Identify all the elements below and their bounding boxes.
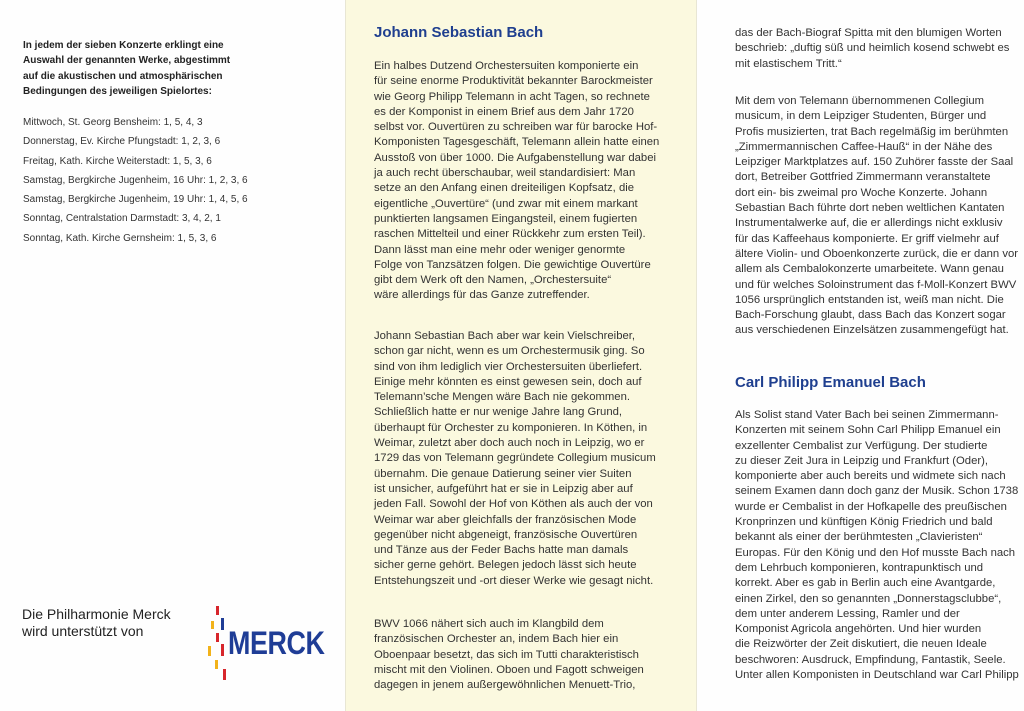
text-line: Folge von Tanzsätzen folgen. Die gewichtige Ouvertüre	[374, 258, 651, 271]
text-line: beschrieb: „duftig süß und heimlich kosend schwebt es	[735, 42, 1010, 55]
text-line: ist unsicher, aufgeführt hat er sie in Leipzig aber auf	[374, 482, 633, 495]
schedule-item: Samstag, Bergkirche Jugenheim, 16 Uhr: 1, 2, 3, 6	[23, 174, 248, 186]
paragraph	[735, 94, 1018, 339]
text-line: Johann Sebastian Bach aber war kein Vielschreiber,	[374, 330, 636, 342]
text-line: ja auch recht überschaubar, weil standardisiert: Man	[374, 167, 636, 180]
text-line: schon gar nicht, wenn es um Orchestermusik ging. So	[374, 345, 645, 358]
logo-bar	[223, 669, 226, 680]
paragraph	[735, 408, 1019, 683]
text-line: BWV 1066 nähert sich auch im Klangbild dem	[374, 618, 604, 630]
paragraph	[374, 59, 659, 304]
text-line: sind von ihm lediglich vier Orchestersuiten überliefert.	[374, 360, 643, 373]
left-panel	[0, 0, 345, 711]
paragraph	[374, 617, 644, 693]
paragraph	[374, 329, 656, 589]
logo-bar	[216, 606, 219, 615]
logo-bar	[216, 633, 219, 642]
text-line: wurde er Cembalist in der Hofkapelle des preußischen	[735, 500, 1007, 513]
text-line: aus verschiedenen Einzelsätzen zusammengefügt hat.	[735, 324, 1009, 337]
text-line: Unter allen Komponisten in Deutschland war Carl Philipp	[735, 669, 1019, 682]
paragraph	[735, 26, 1009, 72]
text-line: mischt mit den Violinen. Oboen und Fagott schweigen	[374, 663, 644, 676]
text-line: Bach-Forschung glaubt, dass Bach das Konzert sogar	[735, 309, 1006, 322]
text-line: französischen Orchester an, indem Bach hier ein	[374, 633, 619, 646]
sponsor-line: Die Philharmonie Merck	[22, 606, 171, 622]
text-line: dagegen in jenem außergewöhnlichen Menuett-Trio,	[374, 679, 636, 692]
text-line: dem unter anderem Lessing, Ramler und der	[735, 607, 960, 620]
text-line: dem Lehrbuch komponieren, kontrapunktisch und	[735, 561, 984, 574]
schedule-item: Samstag, Bergkirche Jugenheim, 19 Uhr: 1, 4, 5, 6	[23, 194, 248, 206]
text-line: korrekt. Aber es gab in Berlin auch eine Avantgarde,	[735, 577, 996, 590]
section-title: Carl Philipp Emanuel Bach	[735, 374, 926, 391]
text-line: Schließlich hatte er nur wenige Jahre lang Grund,	[374, 406, 623, 419]
logo-bar	[215, 660, 218, 669]
text-line: selbst vor. Ouvertüren zu schreiben war für barocke Hof-	[374, 121, 658, 134]
right-panel	[697, 0, 1024, 711]
text-line: seinem Examen dann doch ganz der Musik. Schon 1738	[735, 485, 1019, 498]
text-line: dort ein- bis zweimal pro Woche Konzerte. Johann	[735, 186, 988, 199]
schedule-item: Sonntag, Kath. Kirche Gernsheim: 1, 5, 3, 6	[23, 232, 217, 244]
text-line: die Reizwörter der Zeit diskutiert, die neuen Ideale	[735, 638, 987, 651]
schedule-item: Sonntag, Centralstation Darmstadt: 3, 4, 2, 1	[23, 213, 221, 225]
text-line: und Tänze aus der Feder Bachs hatte man damals	[374, 544, 629, 557]
text-line: Kronprinzen und künftigen König Friedrich und bald	[735, 516, 993, 529]
text-line: zu dieser Zeit Jura in Leipzig und Frankfurt (Oder),	[735, 454, 989, 467]
middle-panel	[345, 0, 697, 711]
text-line: einen Zirkel, den so genannten „Donnerstagsclubbe“,	[735, 592, 1002, 605]
logo-bar	[221, 618, 224, 630]
text-line: Komponist Agricola angehörten. Und hier wurden	[735, 623, 982, 636]
text-line: überhaupt für Orchester zu komponieren. In Köthen, in	[374, 421, 648, 434]
text-line: raschen Mittelteil und einer Rückkehr zum ersten Teil).	[374, 228, 646, 241]
text-line: 1056 ursprünglich entstanden ist, weiß man nicht. Die	[735, 293, 1004, 306]
text-line: Weimar war aber gleichfalls der französischen Mode	[374, 513, 637, 526]
text-line: Weimar, zuletzt aber doch auch noch in Leipzig, wo er	[374, 437, 645, 450]
text-line: und für welches Soloinstrument das f-Moll-Konzert BWV	[735, 278, 1017, 291]
text-line: gegenüber nicht abgeneigt, französische Ouvertüren	[374, 528, 638, 541]
schedule-item: Donnerstag, Ev. Kirche Pfungstadt: 1, 2, 3, 6	[23, 136, 221, 148]
schedule-item: Freitag, Kath. Kirche Weiterstadt: 1, 5, 3, 6	[23, 155, 212, 167]
logo-bar	[211, 621, 214, 629]
text-line: Einige mehr könnten es einst gewesen sein, doch auf	[374, 375, 642, 388]
text-line: Mit dem von Telemann übernommenen Collegium	[735, 95, 985, 107]
intro-text	[23, 38, 323, 99]
text-line: Entstehungszeit und -ort dieser Werke wie gesagt nicht.	[374, 574, 654, 587]
logo-bar	[208, 646, 211, 656]
text-line: bekannt als einer der berühmtesten „Clavieristen“	[735, 531, 983, 544]
text-line: sicher gerne gehört. Belegen jedoch lässt sich heute	[374, 559, 637, 572]
text-line: allem als Cembalokonzerte umarbeitete. Wann genau	[735, 263, 1004, 276]
concert-schedule	[23, 113, 323, 248]
text-line: ältere Violin- und Oboenkonzerte zurück, die er dann vor	[735, 247, 1019, 260]
text-line: Konzerten mit seinem Sohn Carl Philipp Emanuel ein	[735, 424, 1001, 437]
text-line: beschworen: Ausdruck, Empfindung, Fantastik, Seele.	[735, 653, 1006, 666]
text-line: es der Komponist in einem Brief aus dem Jahr 1720	[374, 105, 634, 118]
text-line: Komponisten Tagesgeschäft, Telemann allein hatte einen	[374, 136, 660, 149]
text-line: für seine enorme Produktivität bekannter Barockmeister	[374, 75, 653, 88]
text-line: Profis musizierten, trat Bach regelmäßig im berühmten	[735, 125, 1009, 138]
text-line: Leipziger Marktplatzes auf. 150 Zuhörer fasste der Saal	[735, 156, 1014, 169]
text-line: eigentliche „Ouvertüre“ (und zwar mit einem markant	[374, 197, 638, 210]
text-line: 1729 das von Telemann gegründete Collegium musicum	[374, 452, 656, 465]
text-line: Oboenpaar besetzt, das sich im Tutti charakteristisch	[374, 648, 639, 661]
schedule-item: Mittwoch, St. Georg Bensheim: 1, 5, 4, 3	[23, 117, 203, 128]
logo-bar	[221, 644, 224, 656]
text-line: setze an den Anfang einen dreiteiligen Kopfsatz, die	[374, 182, 635, 195]
text-line: Instrumentalwerke auf, die er allerdings nicht exklusiv	[735, 217, 1003, 230]
text-line: musicum, in dem Leipziger Studenten, Bürger und	[735, 110, 987, 123]
section-title: Johann Sebastian Bach	[374, 24, 544, 41]
text-line: wie Georg Philipp Telemann in acht Tagen, so rechnete	[374, 90, 650, 103]
text-line: komponierte aber auch bereits und widmete sich nach	[735, 470, 1006, 483]
sponsor-line: wird unterstützt von	[22, 623, 144, 639]
text-line: das der Bach-Biograf Spitta mit den blumigen Worten	[735, 27, 1002, 39]
text-line: gibt dem Werk oft den Namen, „Orchestersuite“	[374, 274, 612, 287]
text-line: Ein halbes Dutzend Orchestersuiten komponierte ein	[374, 60, 639, 72]
merck-logo	[208, 604, 325, 684]
text-line: dort, Betreiber Gottfried Zimmermann veranstaltete	[735, 171, 991, 184]
text-line: Europas. Für den König und den Hof musste Bach nach	[735, 546, 1016, 559]
text-line: Dann lässt man eine mehr oder weniger genormte	[374, 243, 626, 256]
text-line: übernahm. Die genaue Datierung seiner vier Suiten	[374, 467, 632, 480]
text-line: Telemann’sche Mengen wäre Bach nie gekommen.	[374, 391, 630, 404]
text-line: Als Solist stand Vater Bach bei seinen Zimmermann-	[735, 409, 999, 421]
text-line: jeden Fall. Sowohl der Hof von Köthen als auch der von	[374, 498, 653, 511]
text-line: Ausstoß von über 1000. Die Aufgabenstellung war dabei	[374, 151, 656, 164]
text-line: wäre allerdings für das Ganze zutreffender.	[374, 289, 590, 302]
intro-line: auf die akustischen und atmosphärischen	[23, 70, 223, 82]
sponsor-note	[22, 606, 171, 640]
intro-line: In jedem der sieben Konzerte erklingt eine	[23, 40, 224, 51]
text-line: mit elastischem Tritt.“	[735, 57, 842, 70]
text-line: „Zimmermannischen Caffee-Hauß“ in der Nähe des	[735, 140, 993, 153]
text-line: Sebastian Bach führte dort neben weltlichen Kantaten	[735, 202, 1005, 215]
text-line: für das Kaffeehaus komponierte. Er griff vielmehr auf	[735, 232, 999, 245]
intro-line: Bedingungen des jeweiligen Spielortes:	[23, 85, 212, 97]
logo-wordmark: MERCK	[228, 625, 325, 661]
text-line: exzellenter Cembalist zur Verfügung. Der studierte	[735, 439, 988, 452]
intro-line: Auswahl der genannten Werke, abgestimmt	[23, 55, 231, 67]
text-line: punktierten langsamen Eingangsteil, einem fugierten	[374, 212, 638, 225]
